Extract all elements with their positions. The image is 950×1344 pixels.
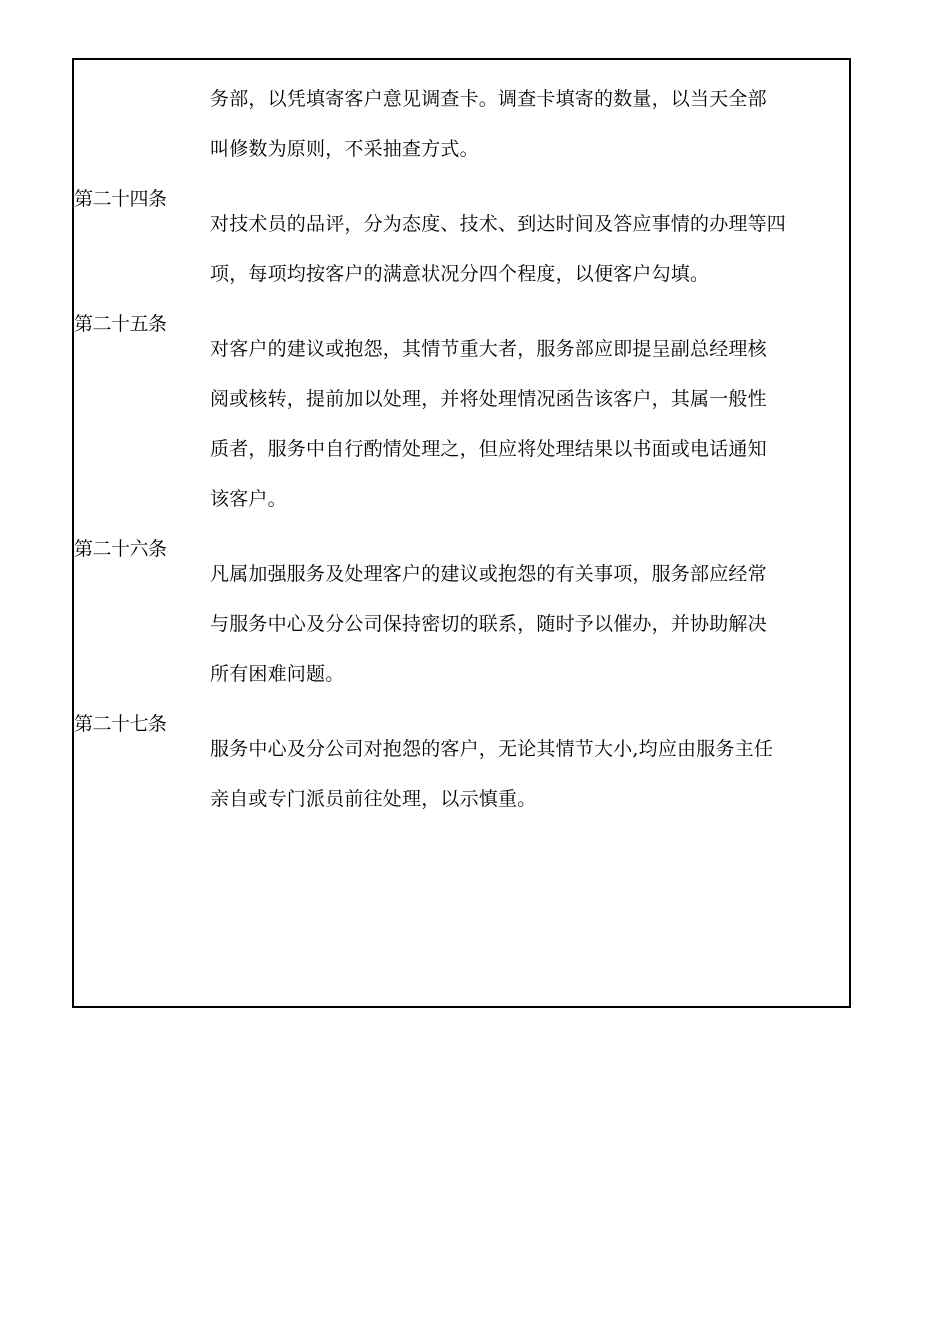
article-text — [200, 312, 834, 537]
text-line: 务部，以凭填寄客户意见调查卡。调查卡填寄的数量，以当天全部 — [210, 88, 767, 110]
text-line: 叫修数为原则，不采抽查方式。 — [210, 138, 479, 160]
article-text — [200, 537, 834, 712]
paragraph-continuation — [74, 62, 834, 187]
document-frame — [72, 58, 851, 1008]
paragraph-article-26 — [74, 537, 834, 712]
article-label: 第二十七条 — [74, 713, 167, 735]
article-label: 第二十五条 — [74, 313, 167, 335]
paragraph-article-27 — [74, 712, 834, 837]
text-line: 与服务中心及分公司保持密切的联系，随时予以催办，并协助解决 — [210, 613, 767, 635]
article-label: 第二十六条 — [74, 538, 167, 560]
text-line: 项，每项均按客户的满意状况分四个程度，以便客户勾填。 — [210, 263, 710, 285]
text-line: 阅或核转，提前加以处理，并将处理情况函告该客户，其属一般性 — [210, 388, 767, 410]
text-line: 亲自或专门派员前往处理，以示慎重。 — [210, 788, 537, 810]
text-line: 凡属加强服务及处理客户的建议或抱怨的有关事项，服务部应经常 — [210, 563, 767, 585]
text-line: 质者，服务中自行酌情处理之，但应将处理结果以书面或电话通知 — [210, 438, 767, 460]
paragraph-article-24 — [74, 187, 834, 312]
text-line: 该客户。 — [210, 488, 287, 510]
text-line: 所有困难问题。 — [210, 663, 345, 685]
article-text — [200, 187, 834, 312]
text-line: 服务中心及分公司对抱怨的客户，无论其情节大小,均应由服务主任 — [210, 738, 774, 760]
document-content — [74, 62, 834, 837]
text-line: 对客户的建议或抱怨，其情节重大者，服务部应即提呈副总经理核 — [210, 338, 767, 360]
article-text — [200, 712, 834, 837]
article-label: 第二十四条 — [74, 188, 167, 210]
article-text — [200, 62, 834, 187]
paragraph-article-25 — [74, 312, 834, 537]
text-line: 对技术员的品评，分为态度、技术、到达时间及答应事情的办理等四 — [210, 213, 787, 235]
